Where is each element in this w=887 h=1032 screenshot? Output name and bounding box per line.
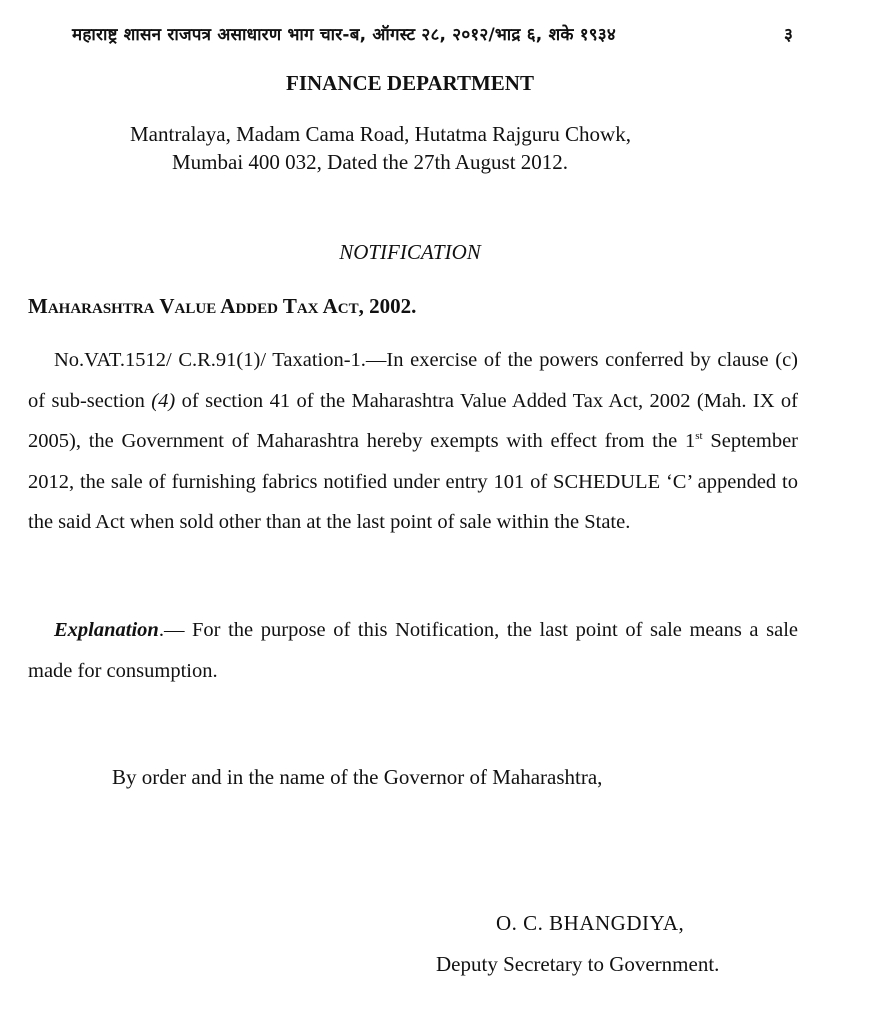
explanation-text: .— For the purpose of this Notification, the last point of sale means a sale made for consumption. bbox=[28, 619, 798, 682]
explanation-paragraph bbox=[28, 610, 798, 691]
department-title: FINANCE DEPARTMENT bbox=[286, 71, 534, 95]
ordinal-suffix: st bbox=[695, 430, 703, 443]
gazette-header: महाराष्ट्र शासन राजपत्र असाधारण भाग चार-ब, ऑगस्ट २८, २०१२/भाद्र ६, शके १९३४ bbox=[72, 25, 616, 45]
notification-body bbox=[28, 340, 798, 543]
body-text-part-3: September 2012, the sale of furnishing fabrics notified under entry 101 of SCHEDULE ‘C’ appended to the said Act when sold other than at the last point of sale within the State. bbox=[28, 430, 798, 533]
act-title-year: 2002. bbox=[369, 294, 417, 318]
address-line-1: Mantralaya, Madam Cama Road, Hutatma Rajguru Chowk, bbox=[130, 122, 631, 146]
notification-reference: No.VAT.1512/ C.R.91(1)/ Taxation-1. bbox=[54, 349, 366, 371]
notification-heading: NOTIFICATION bbox=[339, 240, 481, 264]
address-line-2: Mumbai 400 032, Dated the 27th August 2012. bbox=[172, 150, 569, 174]
page-number: ३ bbox=[784, 25, 793, 45]
act-title-name: Maharashtra Value Added Tax Act, bbox=[28, 294, 364, 318]
signatory-name: O. C. BHANGDIYA, bbox=[496, 911, 685, 935]
body-text-part-1: —In exercise of the powers conferred by clause (c) of sub-section bbox=[28, 349, 798, 412]
act-title bbox=[28, 294, 416, 319]
order-line: By order and in the name of the Governor of Maharashtra, bbox=[112, 765, 603, 789]
sub-section-number: (4) bbox=[151, 389, 176, 412]
body-text-part-2: of section 41 of the Maharashtra Value Added Tax Act, 2002 (Mah. IX of 2005), the Government of Maharashtra hereby exempts with effect from the 1 bbox=[28, 389, 798, 452]
signatory-designation: Deputy Secretary to Government. bbox=[436, 952, 720, 976]
explanation-label: Explanation bbox=[54, 619, 159, 641]
